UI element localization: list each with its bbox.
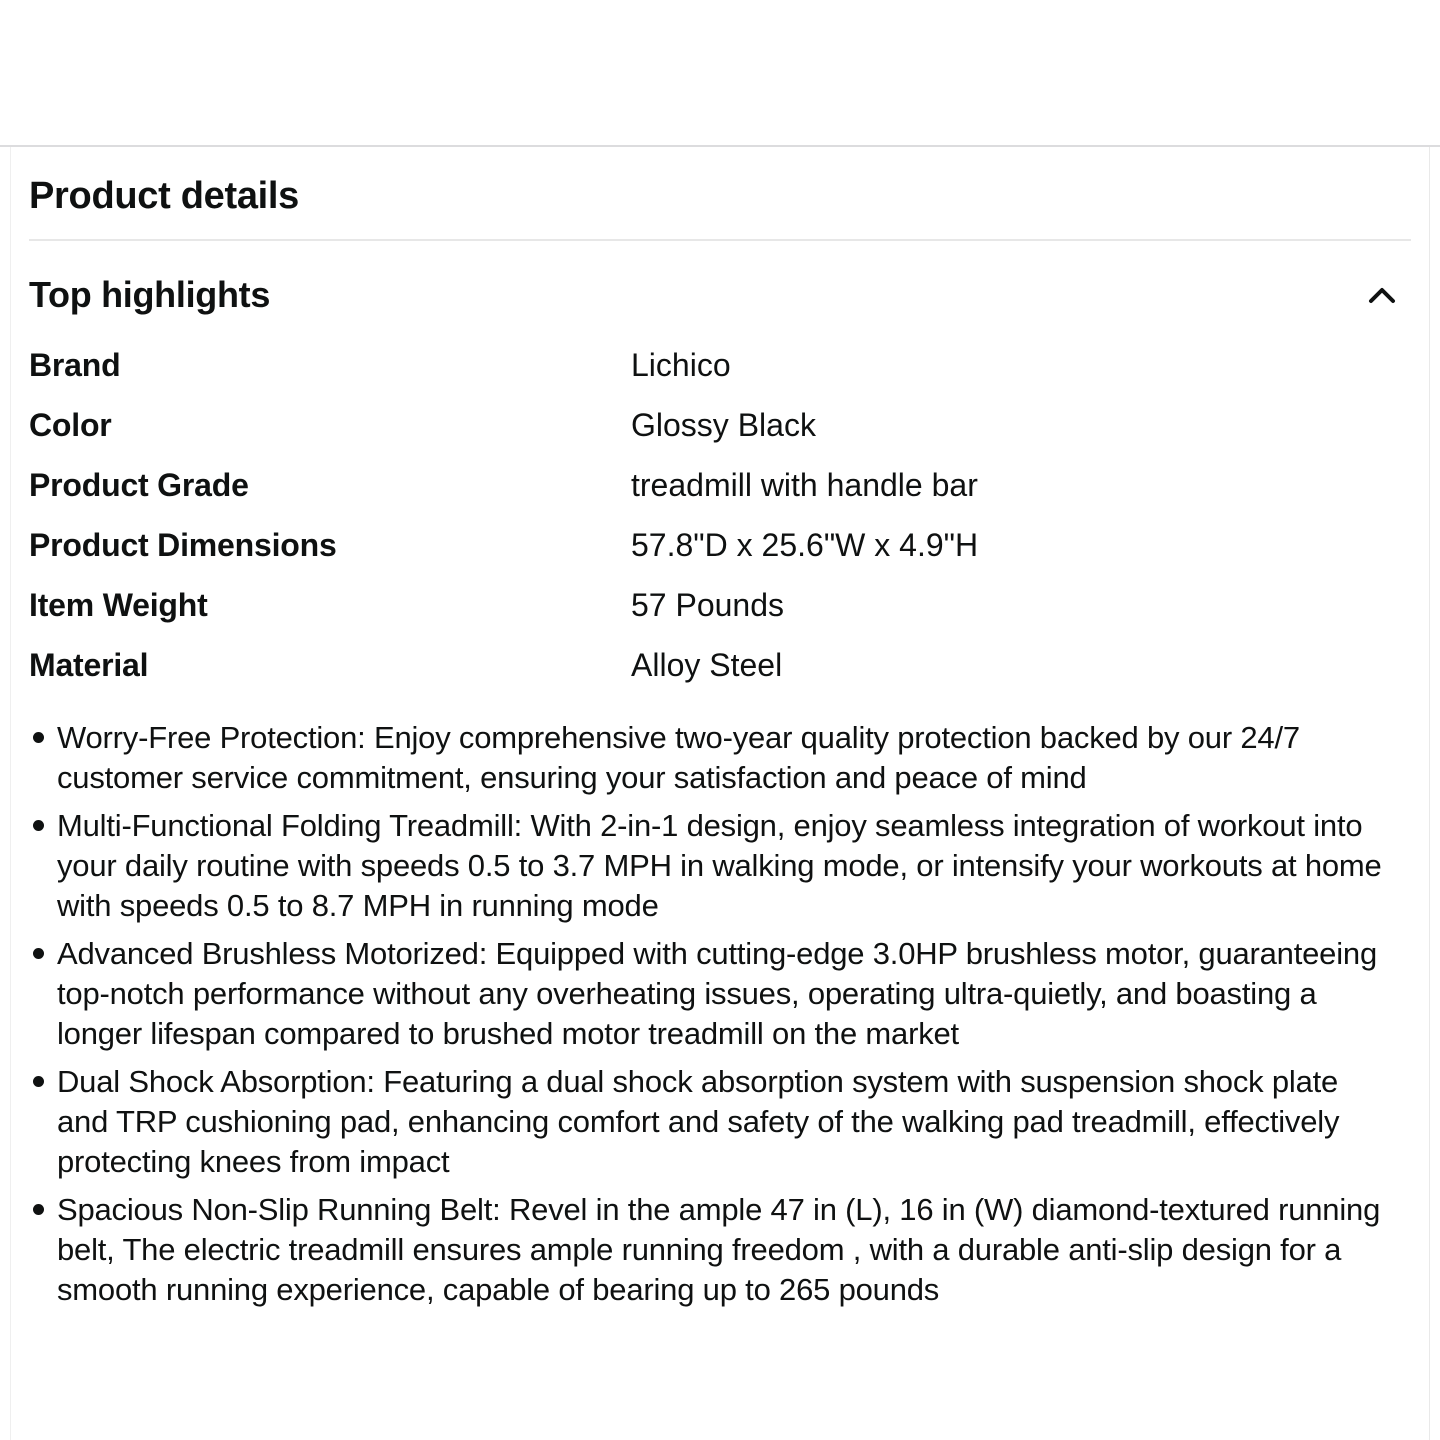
bullet-dot-icon	[33, 820, 44, 831]
bullet-dot-icon	[33, 948, 44, 959]
spec-value: treadmill with handle bar	[631, 466, 978, 503]
list-item	[29, 1190, 1385, 1310]
product-details-card	[10, 147, 1430, 1440]
table-row	[29, 335, 1411, 395]
bullet-dot-icon	[33, 732, 44, 743]
spec-value: Alloy Steel	[631, 646, 783, 683]
spec-label: Item Weight	[29, 586, 208, 623]
spec-label: Product Dimensions	[29, 526, 337, 563]
table-row	[29, 575, 1411, 635]
collapse-section-button[interactable]	[1367, 280, 1397, 310]
bullet-text: Worry-Free Protection: Enjoy comprehensive two-year quality protection backed by our 24/7 customer service commitment, ensuring your satisfaction and peace of mind	[57, 720, 1300, 795]
spec-value: 57 Pounds	[631, 586, 785, 623]
table-row	[29, 635, 1411, 695]
spec-label: Color	[29, 406, 112, 443]
bullet-text: Advanced Brushless Motorized: Equipped with cutting-edge 3.0HP brushless motor, guaranteeing top-notch performance without any overheating issues, operating ultra-quietly, and boasting a longer lifespan compared to brushed motor treadmill on the market	[57, 936, 1377, 1051]
feature-bullet-list	[29, 718, 1385, 1310]
page-title: Product details	[29, 175, 299, 217]
chevron-up-icon	[1368, 286, 1396, 304]
bullet-text: Dual Shock Absorption: Featuring a dual shock absorption system with suspension shock plate and TRP cushioning pad, enhancing comfort and safety of the walking pad treadmill, effectively protecting knees from impact	[57, 1064, 1340, 1179]
list-item	[29, 934, 1385, 1054]
bullet-text: Spacious Non-Slip Running Belt: Revel in the ample 47 in (L), 16 in (W) diamond-textured running belt, The electric treadmill ensures ample running freedom , with a durable anti-slip design for a smooth running experience, capable of bearing up to 265 pounds	[57, 1192, 1381, 1307]
table-row	[29, 515, 1411, 575]
spec-value: Lichico	[631, 346, 731, 383]
bullet-text: Multi-Functional Folding Treadmill: With 2-in-1 design, enjoy seamless integration of workout into your daily routine with speeds 0.5 to 3.7 MPH in walking mode, or intensify your workouts at home with speeds 0.5 to 8.7 MPH in running mode	[57, 808, 1382, 923]
spec-label: Product Grade	[29, 466, 249, 503]
spec-value: Glossy Black	[631, 406, 816, 443]
highlights-table	[29, 335, 1411, 695]
spec-value: 57.8"D x 25.6"W x 4.9"H	[631, 526, 979, 563]
spec-label: Brand	[29, 346, 121, 383]
bullet-dot-icon	[33, 1204, 44, 1215]
list-item	[29, 806, 1385, 926]
list-item	[29, 718, 1385, 798]
table-row	[29, 395, 1411, 455]
spec-label: Material	[29, 646, 149, 683]
table-row	[29, 455, 1411, 515]
top-highlights-header[interactable]	[29, 241, 1411, 317]
bullet-dot-icon	[33, 1076, 44, 1087]
list-item	[29, 1062, 1385, 1182]
top-highlights-title: Top highlights	[29, 274, 271, 315]
